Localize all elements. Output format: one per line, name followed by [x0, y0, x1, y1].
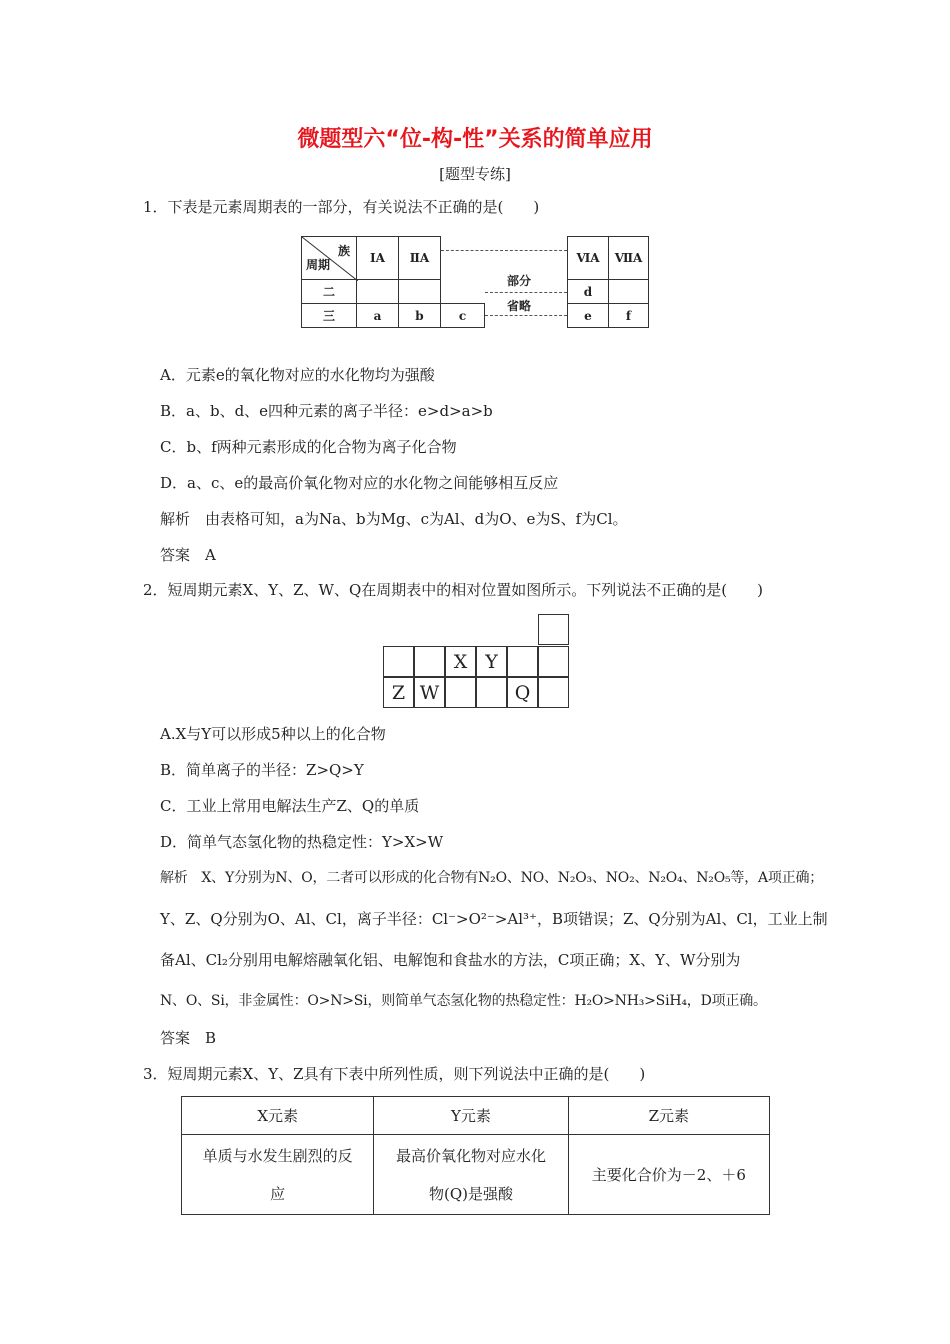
row-header-2: 二 — [301, 279, 357, 304]
omitted-label-2: 省略 — [507, 299, 532, 313]
q1-answer: 答案 A — [160, 546, 216, 564]
col-header-x: X元素 — [182, 1097, 374, 1135]
periodic-table-fragment — [301, 236, 649, 328]
q1-analysis: 解析 由表格可知，a为Na、b为Mg、c为Al、d为O、e为S、f为Cl。 — [160, 510, 628, 528]
section-subtitle: [题型专练] — [439, 165, 511, 183]
grid-cell-y: Y — [476, 646, 507, 677]
q2-option-b: B．简单离子的半径：Z>Q>Y — [160, 761, 364, 779]
cell-e: e — [567, 303, 609, 328]
cell-empty — [608, 279, 649, 304]
col-header-y: Y元素 — [374, 1097, 568, 1135]
cell-b: b — [398, 303, 441, 328]
cell-empty — [356, 279, 399, 304]
q2-analysis-line-3: 备Al、Cl₂分别用电解熔融氧化铝、电解饱和食盐水的方法，C项正确；X、Y、W分别为 — [160, 951, 741, 969]
cell-d: d — [567, 279, 609, 304]
cell-y-line-1: 最高价氧化物对应水化 — [395, 1146, 546, 1165]
header-group-label: 族 — [337, 244, 350, 258]
col-header-7a: ⅦA — [608, 236, 649, 280]
cell-empty — [398, 279, 441, 304]
q1-option-c: C．b、f两种元素形成的化合物为离子化合物 — [160, 438, 457, 456]
q2-analysis-line-1: 解析 X、Y分别为N、O，二者可以形成的化合物有N₂O、NO、N₂O₃、NO₂、N₂O₄、N₂O₅等，A项正确； — [160, 870, 824, 886]
element-position-grid — [383, 614, 569, 708]
cell-z-property: 主要化合价为－2、＋6 — [568, 1135, 769, 1215]
q2-option-d: D．简单气态氢化物的热稳定性：Y>X>W — [160, 833, 444, 851]
grid-cell — [507, 646, 538, 677]
q2-stem: 2．短周期元素X、Y、Z、W、Q在周期表中的相对位置如图所示。下列说法不正确的是( ) — [143, 581, 763, 599]
grid-cell-q: Q — [507, 677, 538, 708]
q3-stem: 3．短周期元素X、Y、Z具有下表中所列性质，则下列说法中正确的是( ) — [143, 1065, 646, 1083]
cell-a: a — [356, 303, 399, 328]
grid-cell-x: X — [445, 646, 476, 677]
grid-cell — [383, 646, 414, 677]
cell-x-line-1: 单质与水发生剧烈的反 — [202, 1146, 353, 1165]
cell-f: f — [608, 303, 649, 328]
property-table — [181, 1096, 770, 1216]
col-header-1a: ⅠA — [356, 236, 399, 280]
grid-cell — [538, 646, 569, 677]
cell-c: c — [440, 303, 485, 328]
grid-cell — [538, 614, 569, 645]
q2-analysis-line-2: Y、Z、Q分别为O、Al、Cl，离子半径：Cl⁻>O²⁻>Al³⁺，B项错误；Z、Q分别为Al、Cl，工业上制 — [160, 910, 828, 928]
grid-cell-w: W — [414, 677, 445, 708]
q1-stem: 1．下表是元素周期表的一部分，有关说法不正确的是( ) — [143, 198, 540, 216]
grid-cell-z: Z — [383, 677, 414, 708]
page-title: 微题型六“位-构-性”关系的简单应用 — [297, 127, 653, 152]
row-header-3: 三 — [301, 303, 357, 328]
col-header-z: Z元素 — [568, 1097, 769, 1135]
table-corner-cell — [301, 236, 357, 280]
cell-y-property — [374, 1135, 568, 1215]
property-table-grid — [181, 1096, 770, 1215]
dashed-separator — [485, 315, 567, 316]
grid-cell — [445, 677, 476, 708]
col-header-6a: ⅥA — [567, 236, 609, 280]
q2-option-c: C．工业上常用电解法生产Z、Q的单质 — [160, 797, 420, 815]
omitted-label-1: 部分 — [507, 274, 532, 288]
dashed-separator — [441, 250, 567, 251]
grid-cell — [414, 646, 445, 677]
header-period-label: 周期 — [306, 258, 331, 272]
cell-x-line-2: 应 — [270, 1184, 286, 1203]
dashed-separator — [485, 292, 567, 293]
q1-option-b: B．a、b、d、e四种元素的离子半径：e>d>a>b — [160, 402, 493, 420]
q1-option-a: A．元素e的氧化物对应的水化物均为强酸 — [160, 366, 435, 384]
col-header-2a: ⅡA — [398, 236, 441, 280]
cell-x-property — [182, 1135, 374, 1215]
cell-y-line-2: 物(Q)是强酸 — [428, 1184, 513, 1203]
grid-cell — [476, 677, 507, 708]
q1-option-d: D．a、c、e的最高价氧化物对应的水化物之间能够相互反应 — [160, 474, 559, 492]
q2-analysis-line-4: N、O、Si，非金属性：O>N>Si，则简单气态氢化物的热稳定性：H₂O>NH₃>SiH₄，D项正确。 — [160, 993, 767, 1009]
q2-option-a: A.X与Y可以形成5种以上的化合物 — [160, 725, 386, 743]
q2-answer: 答案 B — [160, 1029, 217, 1047]
grid-cell — [538, 677, 569, 708]
